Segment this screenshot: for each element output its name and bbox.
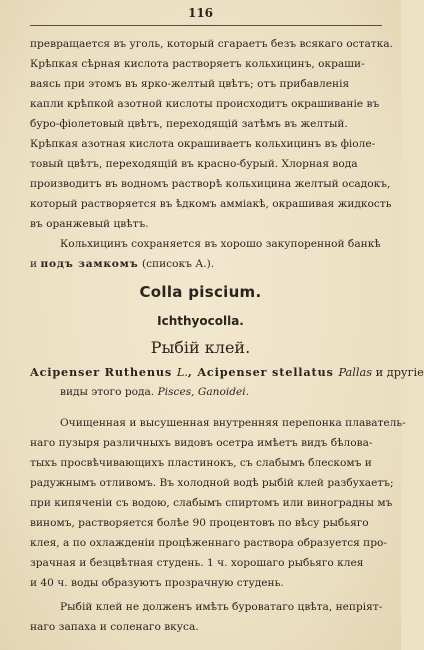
text-line: и 40 ч. воды образуютъ прозрачную студень. (30, 577, 284, 589)
text-line: клея, а по охлажденіи процѣженнаго раствора образуется про- (30, 537, 387, 549)
section-title-latin: Colla piscium. (139, 283, 262, 301)
text-line: буро-фіолетовый цвѣтъ, переходящій затѣмъ въ желтый. (30, 118, 348, 130)
header-rule (30, 25, 382, 26)
text-line: Крѣпкая азотная кислота окрашиваетъ кольхицинъ въ фіоле- (30, 138, 376, 150)
text-span: (списокъ А.). (138, 258, 215, 270)
text-line: виномъ, растворяется болѣе 90 процентовъ по вѣсу рыбьяго (30, 517, 369, 529)
author-name: L. (176, 366, 188, 379)
text-span: и (30, 258, 41, 270)
text-line: который растворяется въ ѣдкомъ амміакѣ, окрашивая жидкость (30, 198, 392, 210)
text-line: Очищенная и высушенная внутренняя перепонка плаватель- (60, 417, 406, 429)
text-line: при кипяченіи съ водою, слабымъ спиртомъ или виноградны мъ (30, 497, 393, 509)
text-line: производитъ въ водномъ растворѣ кольхицина желтый осадокъ, (30, 178, 391, 190)
text-line: тыхъ просвѣчивающихъ пластинокъ, съ слабымъ блескомъ и (30, 457, 372, 469)
text-line: наго запаха и соленаго вкуса. (30, 621, 199, 633)
section-title-russian: Рыбій клей. (150, 338, 251, 357)
text-line: ваясь при этомъ въ ярко-желтый цвѣтъ; отъ прибавленія (30, 78, 350, 90)
page-number: 116 (187, 6, 214, 20)
text-line: превращается въ уголь, который сгараетъ безъ всякаго остатка. (30, 38, 393, 50)
text-line (30, 362, 424, 382)
text-line: въ оранжевый цвѣтъ. (30, 218, 149, 230)
text-line: капли крѣпкой азотной кислоты происходитъ окрашиваніе въ (30, 98, 380, 110)
author-name: Pallas (338, 366, 373, 379)
text-line: товый цвѣтъ, переходящій въ красно-бурый. Хлорная вода (30, 158, 358, 170)
species-name: , Acipenser stellatus (187, 365, 339, 379)
text-line: Кольхицинъ сохраняется въ хорошо закупоренной банкѣ (60, 238, 381, 250)
emphasis-text: подъ замкомъ (40, 258, 139, 270)
species-name: Acipenser Ruthenus (30, 365, 177, 379)
text-span: виды этого рода. (60, 386, 158, 398)
text-line (60, 382, 422, 402)
taxon-name: Pisces, Ganoidei. (157, 386, 250, 398)
text-line: радужнымъ отливомъ. Въ холодной водѣ рыбій клей разбухаетъ; (30, 477, 394, 489)
text-span: и другіе (372, 366, 424, 379)
text-line: Крѣпкая сѣрная кислота растворяетъ кольхицинъ, окраши- (30, 58, 365, 70)
text-line: Рыбій клей не долженъ имѣть буроватаго цвѣта, непріят- (60, 601, 383, 613)
text-line: зрачная и безцвѣтная студень. 1 ч. хорошаго рыбьяго клея (30, 557, 364, 569)
section-synonym: Ichthyocolla. (157, 314, 244, 328)
text-line: наго пузыря различныхъ видовъ осетра имѣетъ видъ бѣлова- (30, 437, 373, 449)
text-line (30, 254, 392, 274)
